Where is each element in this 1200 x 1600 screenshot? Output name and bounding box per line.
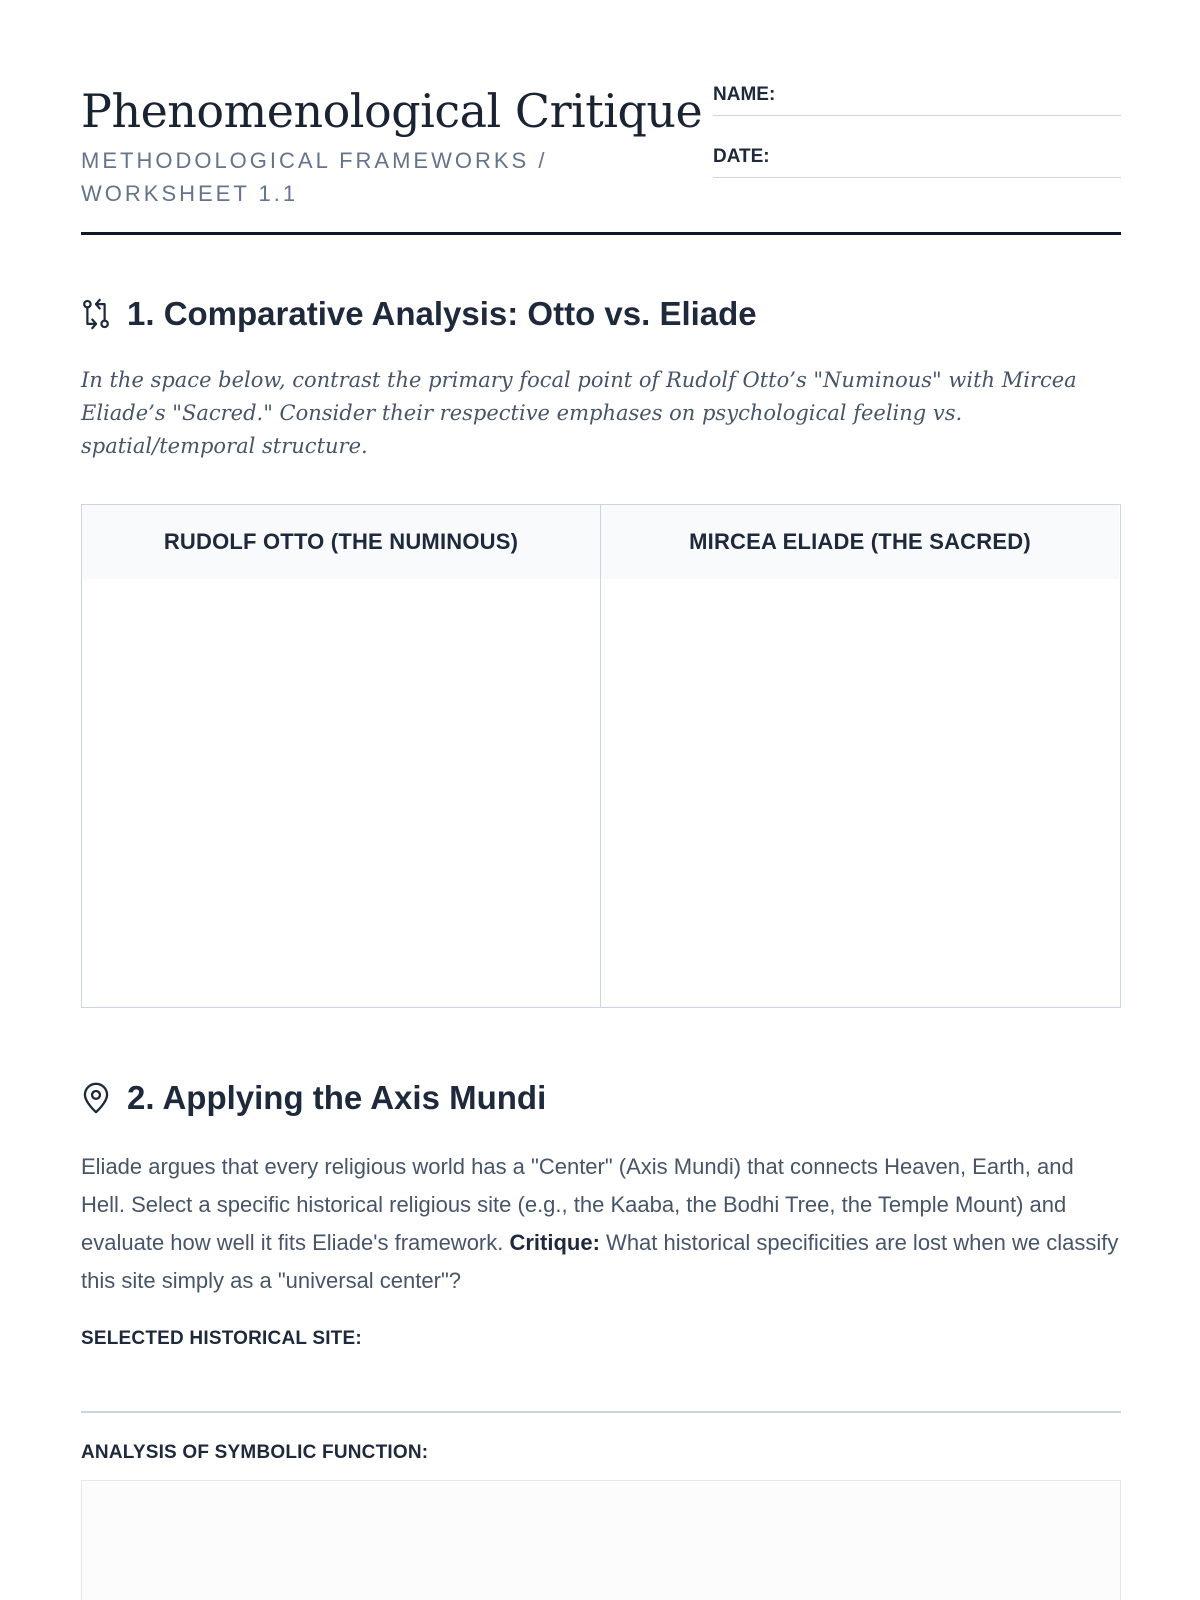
eliade-answer-area[interactable] [601,579,1119,1007]
date-label: DATE: [713,146,770,167]
page-subtitle: METHODOLOGICAL FRAMEWORKS / WORKSHEET 1.1 [81,148,548,206]
section-1-instructions: In the space below, contrast the primary focal point of Rudolf Otto’s "Numinous" with Mircea Eliade’s "Sacred." Consider their respective emphases on psychological feeling vs. spatial/temporal structure. [81,368,1077,458]
otto-column-header: RUDOLF OTTO (THE NUMINOUS) [82,505,600,579]
section-1-title: 1. Comparative Analysis: Otto vs. Eliade [127,295,757,332]
analysis-answer-box[interactable] [81,1480,1121,1600]
site-label: SELECTED HISTORICAL SITE: [81,1328,362,1349]
section-2-prompt [81,1148,1121,1300]
eliade-column [601,505,1119,1007]
section-2-heading [81,1076,1121,1120]
git-compare-icon [81,298,111,330]
eliade-column-header: MIRCEA ELIADE (THE SACRED) [601,505,1119,579]
critique-label: Critique: [509,1230,600,1255]
date-field[interactable] [713,142,1121,178]
comparison-table [81,504,1121,1008]
map-pin-icon [81,1082,111,1114]
analysis-label: ANALYSIS OF SYMBOLIC FUNCTION: [81,1442,429,1463]
worksheet-header [81,78,1121,236]
prompt-text-continued: What historical specificities are lost when we classify this site simply as a "universal center"? [81,1230,1119,1293]
site-answer-line[interactable] [81,1411,1121,1413]
section-1-heading [81,292,1121,336]
otto-column [82,505,601,1007]
worksheet-page [81,0,1121,1600]
name-label: NAME: [713,84,776,105]
page-title: Phenomenological Critique [81,84,703,138]
otto-answer-area[interactable] [82,579,600,1007]
prompt-text: Eliade argues that every religious world has a "Center" (Axis Mundi) that connects Heaven, Earth, and Hell. Select a specific historical religious site (e.g., the Kaaba, the Bodhi Tree, the Temple Mount) and evaluate how well it fits Eliade's framework. [81,1154,1074,1255]
header-divider [81,232,1121,235]
name-field[interactable] [713,80,1121,116]
section-2-title: 2. Applying the Axis Mundi [127,1079,547,1116]
